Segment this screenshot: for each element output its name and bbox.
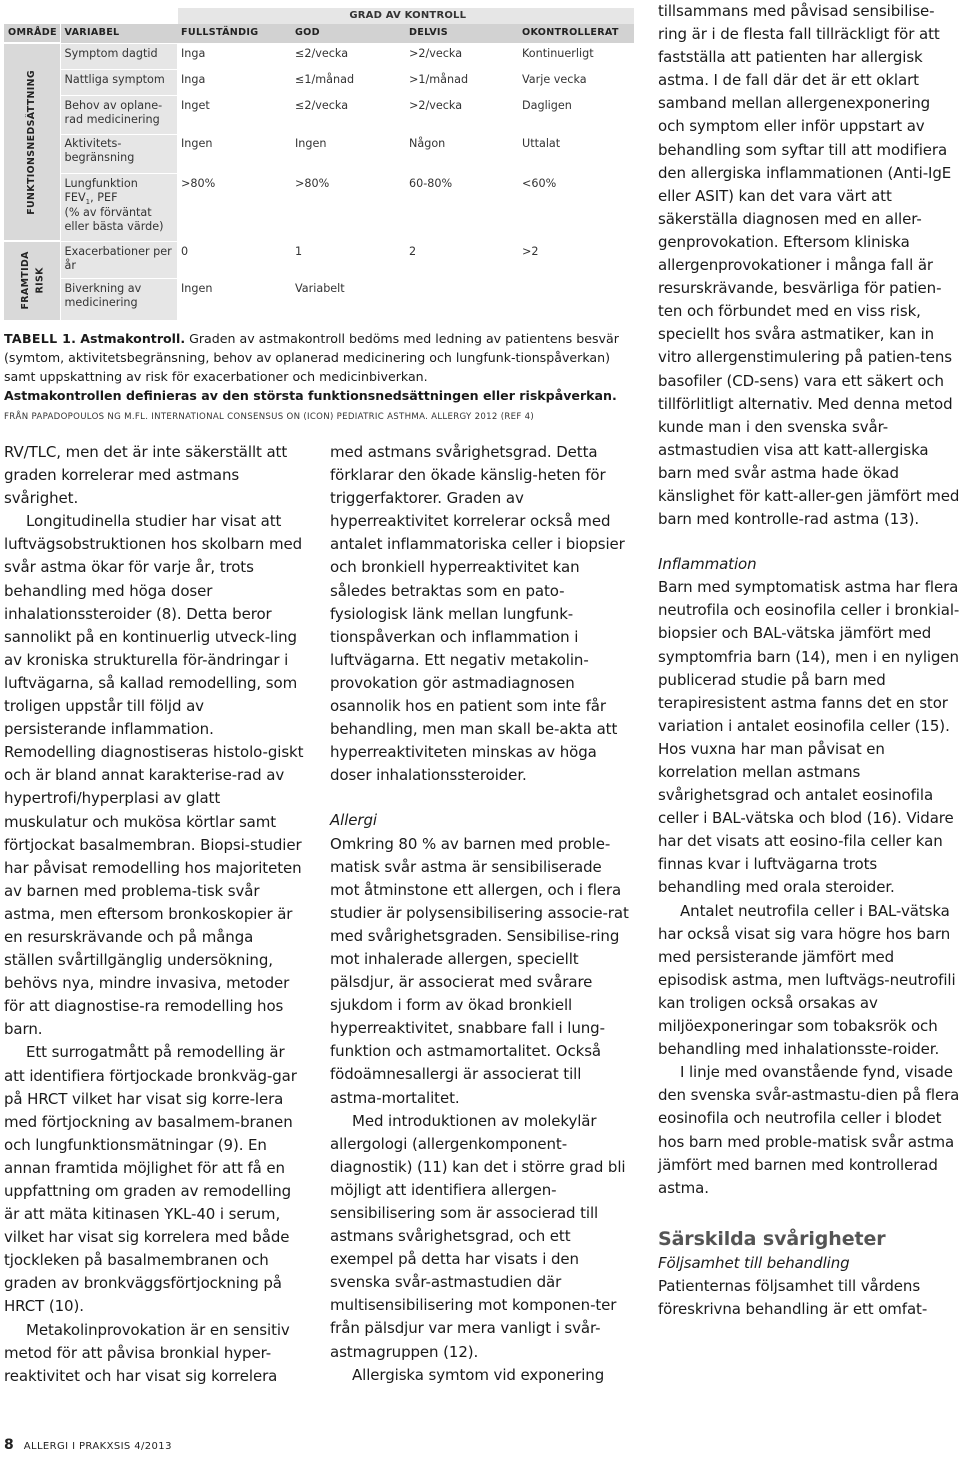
journal-name: ALLERGI I PRAKXSIS 4/2013 — [23, 1441, 172, 1452]
value-good: Ingen — [291, 134, 405, 173]
caption-text: Graden av astmakontroll bedöms med ledning av patientens besvär (symtom, aktivitetsbegränsning, behov av oplanerad medicinering och lungfunk-tionspåverkan) samt uppskattning av risk för exacerbationer och medicinbiverkan. — [4, 331, 619, 384]
table-row — [4, 43, 634, 69]
value-good: Variabelt — [291, 278, 405, 320]
var-lung-function: Lungfunktion — [64, 176, 138, 190]
area-function-cell — [4, 43, 60, 241]
value-full: Inga — [177, 69, 291, 95]
subheading-compliance: Följsamhet till behandling — [658, 1253, 850, 1272]
variable-cell: Aktivitets-begränsning — [60, 134, 177, 173]
value-partial: 60-80% — [405, 173, 518, 241]
value-uncontrolled: Uttalat — [518, 134, 634, 173]
var-fev: FEV — [64, 191, 86, 204]
header-full: FULLSTÄNDIG — [177, 24, 291, 43]
subheading-allergy: Allergi — [330, 811, 377, 830]
value-uncontrolled: Dagligen — [518, 95, 634, 134]
table-caption — [4, 329, 634, 425]
page-footer — [4, 1437, 172, 1453]
value-full: Inget — [177, 95, 291, 134]
paragraph: Patienternas följsamhet till vårdens föreskrivna behandling är ett omfat- — [658, 1276, 928, 1318]
value-full: Inga — [177, 43, 291, 69]
table-row — [4, 134, 634, 173]
value-uncontrolled: Varje vecka — [518, 69, 634, 95]
paragraph: RV/TLC, men det är inte säkerställt att graden korrelerar med astmans svårighet. — [4, 443, 288, 508]
variable-cell: Symptom dagtid — [60, 43, 177, 69]
table-group-header-row — [4, 8, 634, 24]
value-uncontrolled: <60% — [518, 173, 634, 241]
value-uncontrolled — [518, 278, 634, 320]
value-partial — [405, 278, 518, 320]
paragraph: Antalet neutrofila celler i BAL-vätska har också visat sig vara högre hos barn med persisterande jämfört med episodisk astma, men luftvägs-neutrofili kan troligen också orsakas av miljöexponeringar som tobaksrök och behandling med inhalationsste-roider. — [658, 901, 956, 1059]
caption-source: FRÅN PAPADOPOULOS NG M.FL. INTERNATIONAL CONSENSUS ON (ICON) PEDIATRIC ASTHMA. ALLERGY 2012 (REF 4) — [4, 412, 535, 422]
area-function-label: FUNKTIONSNEDSÄTTNING — [25, 69, 37, 215]
var-pef: , PEF — [90, 191, 118, 204]
value-partial: >2/vecka — [405, 95, 518, 134]
value-full: 0 — [177, 241, 291, 278]
var-fev-subscript: 1 — [85, 198, 91, 207]
value-good: ≤1/månad — [291, 69, 405, 95]
paragraph: I linje med ovanstående fynd, visade den svenska svår-astmastu-dien på flera eosinofila och neutrofila celler i blodet hos barn med proble-matisk svår astma jämfört med barnen med kontrollerad astma. — [658, 1063, 960, 1197]
paragraph: Med introduktionen av molekylär allergologi (allergenkomponent-diagnostik) (11) kan det i större grad bli möjligt att identifiera allergen-sensibilisering som är associerad till astmans svårighetsgrad, och ett exempel på detta har visats i den svenska svår-astmastudien där multisensibilisering mot komponen-ter från pälsdjur var mera vanligt i svår-astmagruppen (12). — [330, 1111, 626, 1361]
table-row — [4, 69, 634, 95]
paragraph: Omkring 80 % av barnen med proble-matisk svår astma är sensibiliserade mot åtminstone ett allergen, och i flera studier är polysensibilisering associe-rat med svårighetsgraden. Sensibilise-ring mot inhalerade allergen, speciellt pälsdjur, är associerat med svårare sjukdom i form av ökad bronkiell hyperreaktivitet, snabbare fall i lung-funktion och astmamortalitet. Också födoämnesallergi är associerat till astma-mortalitet. — [330, 834, 629, 1107]
group-header-degree-of-control: GRAD AV KONTROLL — [177, 8, 634, 24]
subheading-inflammation: Inflammation — [658, 555, 757, 574]
value-full: >80% — [177, 173, 291, 241]
value-partial: >1/månad — [405, 69, 518, 95]
text-column-1 — [4, 441, 306, 1388]
header-variable: VARIABEL — [60, 24, 177, 43]
text-column-3 — [658, 0, 960, 1321]
header-area: OMRÅDE — [4, 24, 60, 43]
value-uncontrolled: >2 — [518, 241, 634, 278]
table-row — [4, 278, 634, 320]
value-partial: Någon — [405, 134, 518, 173]
header-good: GOD — [291, 24, 405, 43]
control-table — [4, 8, 634, 320]
area-risk-label: FRAMTIDA RISK — [19, 251, 46, 310]
var-predicted: (% av förväntat eller bästa värde) — [64, 205, 164, 233]
table-row — [4, 241, 634, 278]
value-full: Ingen — [177, 278, 291, 320]
paragraph: Allergiska symtom vid exponering — [352, 1365, 605, 1384]
page-number: 8 — [4, 1437, 15, 1453]
value-good: >80% — [291, 173, 405, 241]
paragraph: med astmans svårighetsgrad. Detta förklarar den ökade känslig-heten för triggerfaktorer. Graden av hyperreaktivitet korrelerar också med antalet inflammatoriska celler i biopsier och bronkiell hyperreaktivitet kan således betraktas som en pato-fysiologisk länk mellan lungfunk-tionspåverkan och inflammation i luftvägarna. Ett negativ metakolin-provokation gör astmadiagnosen osannolik hos en patient som inte får behandling, men man skall be-akta att hyperreaktiviteten minskas av höga doser inhalationssteroider. — [330, 443, 625, 785]
value-good: 1 — [291, 241, 405, 278]
paragraph: Longitudinella studier har visat att luftvägsobstruktionen hos skolbarn med svår astma ökar för varje år, trots behandling med höga doser inhalationssteroider (8). Detta beror sannolikt på en kontinuerlig utveck-ling av kroniska strukturella för-ändringar i luftvägarna, så kallad remodelling, som troligen uppstår till följd av persisterande inflammation. Remodelling diagnostiseras histolo-giskt och är bland annat karakterise-rad av hypertrofi/hyperplasi av glatt muskulatur och mukösa körtlar samt förtjockat basalmembran. Biopsi-studier har påvisat remodelling hos majoriteten av barnen med problema-tisk svår astma, men eftersom bronkoskopier är en resurskrävande och på många ställen svårtillgänglig undersökning, behövs nya, mindre invasiva, metoder för att diagnostise-ra remodelling hos barn. — [4, 512, 304, 1039]
value-good: ≤2/vecka — [291, 95, 405, 134]
table-row — [4, 95, 634, 134]
caption-bold-line: Astmakontrollen definieras av den största funktionsnedsättningen eller riskpåverkan. — [4, 388, 617, 403]
area-risk-cell — [4, 241, 60, 320]
caption-title: Astmakontroll. — [80, 331, 186, 346]
header-uncontrolled: OKONTROLLERAT — [518, 24, 634, 43]
value-partial: 2 — [405, 241, 518, 278]
value-partial: >2/vecka — [405, 43, 518, 69]
table-header-row — [4, 24, 634, 43]
table-row — [4, 173, 634, 241]
paragraph: tillsammans med påvisad sensibilise-ring är i de flesta fall tillräckligt för att fastställa att patienten har allergisk astma. I de fall där det är ett oklart samband mellan allergenexponering och symptom eller inför uppstart av behandling som syftar till att modifiera den allergiska inflammationen (Anti-IgE eller ASIT) kan det vara värt att säkerställa diagnosen med en aller-genprovokation. Eftersom kliniska allergenprovokationer i många fall är resurskrävande, besvärliga för patien-ten och förbundet med en viss risk, speciellt hos svåra astmatiker, kan in vitro allergenstimulering på patien-tens basofiler (CD-sens) vara ett säkert och tillförlitligt alternativ. Med denna metod kunde man i den svenska svår-astmastudien visa att katt-allergiska barn med svår astma hade ökad känslighet för katt-aller-gen jämfört med barn med kontrolle-rad astma (13). — [658, 2, 960, 529]
header-partial: DELVIS — [405, 24, 518, 43]
asthma-control-table — [4, 8, 634, 320]
text-column-2 — [330, 441, 632, 1387]
value-good: ≤2/vecka — [291, 43, 405, 69]
paragraph: Ett surrogatmått på remodelling är att identifiera förtjockade bronkväg-gar på HRCT vilket har visat sig korre-lera med förtjockning av basalmem-branen och lungfunktionsmätningar (9). En annan framtida möjlighet för att få en uppfattning om graden av remodelling är att mäta kitinasen YKL-40 i serum, vilket har visat sig korrelera med både tjockleken på basalmembranen och graden av bronkväggsförtjockning på HRCT (10). — [4, 1043, 297, 1316]
paragraph: Metakolinprovokation är en sensitiv metod för att påvisa bronkial hyper-reaktivitet och har visat sig korrelera — [4, 1320, 290, 1385]
variable-cell: Exacerbationer per år — [60, 241, 177, 278]
variable-cell-lung-function — [60, 173, 177, 241]
caption-label: TABELL 1. — [4, 331, 77, 346]
value-full: Ingen — [177, 134, 291, 173]
value-uncontrolled: Kontinuerligt — [518, 43, 634, 69]
paragraph: Barn med symptomatisk astma har flera neutrofila och eosinofila celler i bronkial-biopsier och BAL-vätska jämfört med symptomfria barn (14), men i en nyligen publicerad studie på barn med terapiresistent astma fanns det en stor variation i antalet eosinofila celler (15). Hos vuxna har man påvisat en korrelation mellan astmans svårighetsgrad och antalet eosinofila celler i BAL-vätska och blod (16). Vidare har det visats att eosino-fila celler kan finnas kvar i luftvägarna trots behandling med orala steroider. — [658, 578, 960, 897]
section-heading-special-difficulties: Särskilda svårigheter — [658, 1227, 886, 1250]
variable-cell: Biverkning av medicinering — [60, 278, 177, 320]
variable-cell: Nattliga symptom — [60, 69, 177, 95]
variable-cell: Behov av oplane-rad medicinering — [60, 95, 177, 134]
